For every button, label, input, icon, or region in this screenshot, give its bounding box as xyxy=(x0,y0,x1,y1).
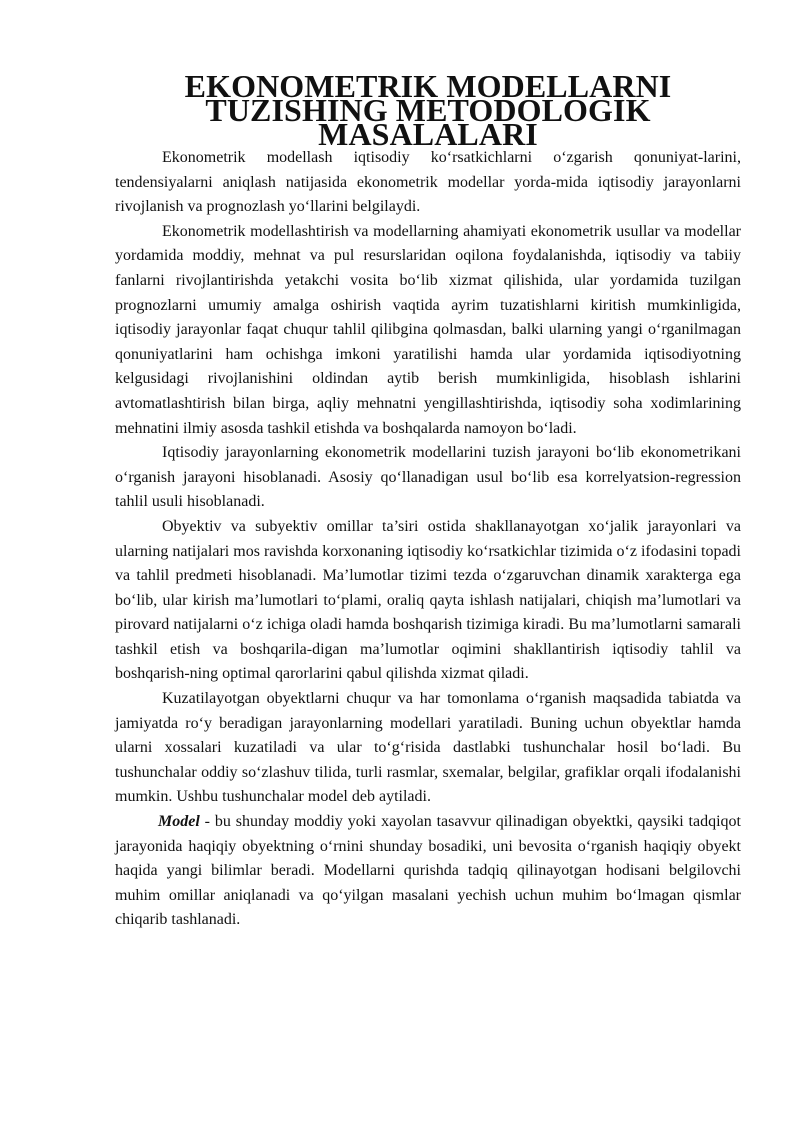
document-page xyxy=(115,68,741,933)
paragraph-model-definition xyxy=(115,810,741,933)
paragraph-factors: Obyektiv va subyektiv omillar ta’siri ostida shakllanayotgan xo‘jalik jarayonlari va ularning natijalari mos ravishda korxonaning iqtisodiy ko‘rsatkichlar tizimida o‘z ifodasini topadi va tahlil predmeti hisoblanadi. Ma’lumotlar tizimi tezda o‘zgaruvchan dinamik xarakterga ega bo‘lib, ular kirish ma’lumotlari to‘plami, oraliq qayta ishlash natijalari, chiqish ma’lumotlari va pirovard natijalarni o‘z ichiga oladi hamda boshqarish tizimiga kiradi. Bu ma’lumotlarni samarali tashkil etish va boshqarila-digan ma’lumotlar oqimini shakllantirish iqtisodiy tahlil va boshqarish-ning optimal qarorlarini qabul qilishda xizmat qiladi. xyxy=(115,517,741,683)
document-title: EKONOMETRIK MODELLARNI TUZISHING METODOLOGIK MASALALARI xyxy=(184,68,672,152)
paragraph-observation: Kuzatilayotgan obyektlarni chuqur va har tomonlama o‘rganish maqsadida tabiatda va jamiyatda ro‘y beradigan jarayonlarning modellari yaratiladi. Buning uchun obyektlar hamda ularni xossalari kuzatiladi va ular to‘g‘risida dastlabki tushunchalar hosil bo‘ladi. Bu tushunchalar oddiy so‘zlashuv tilida, turli rasmlar, sxemalar, belgilar, grafiklar orqali ifodalanishi mumkin. Ushbu tushunchalar model deb aytiladi. xyxy=(115,690,741,806)
model-term: Model xyxy=(158,813,200,831)
paragraph-process: Iqtisodiy jarayonlarning ekonometrik modellarini tuzish jarayoni bo‘lib ekonometrikani o‘rganish jarayoni hisoblanadi. Asosiy qo‘llanadigan usul bo‘lib esa korrelyatsion-regression tahlil usuli hisoblanadi. xyxy=(115,444,741,511)
paragraph-importance: Ekonometrik modellashtirish va modellarning ahamiyati ekonometrik usullar va modellar yordamida moddiy, mehnat va pul resurslaridan oqilona foydalanishda, iqtisodiy va tabiiy fanlarni rivojlantirishda yetakchi vosita bo‘lib xizmat qilishida, ular yordamida tuzilgan prognozlarni umumiy amalga oshirish vaqtida ayrim tuzatishlarni kiritish mumkinligida, iqtisodiy jarayonlar faqat chuqur tahlil qilibgina qolmasdan, balki ularning yangi o‘rganilmagan qonuniyatlarini ham ochishga imkoni yaratilishi hamda ular yordamida iqtisodiyotning kelgusidagi rivojlanishini oldindan aytib berish mumkinligida, hisoblash ishlarini avtomatlashtirish bilan birga, aqliy mehnatni yengillashtirishda, iqtisodiy soha xodimlarining mehnatini ilmiy asosda tashkil etishda va boshqalarda namoyon bo‘ladi. xyxy=(115,222,741,437)
paragraph-intro: Ekonometrik modellash iqtisodiy ko‘rsatkichlarni o‘zgarish qonuniyat-larini, tendensiyalarni aniqlash natijasida ekonometrik modellar yorda-mida iqtisodiy jarayonlarni rivojlanish va prognozlash yo‘llarini belgilaydi. xyxy=(115,149,741,216)
model-definition-text: - bu shunday moddiy yoki xayolan tasavvur qilinadigan obyektki, qaysiki tadqiqot jarayonida haqiqiy obyektning o‘rnini shunday bosadiki, uni bevosita o‘rganish haqiqiy obyekt haqida yangi bilimlar beradi. Modellarni qurishda tadqiq qilinayotgan hodisani belgilovchi muhim omillar aniqlanadi va qo‘yilgan masalani yechish uchun muhim bo‘lmagan qismlar chiqarib tashlanadi. xyxy=(115,813,741,929)
